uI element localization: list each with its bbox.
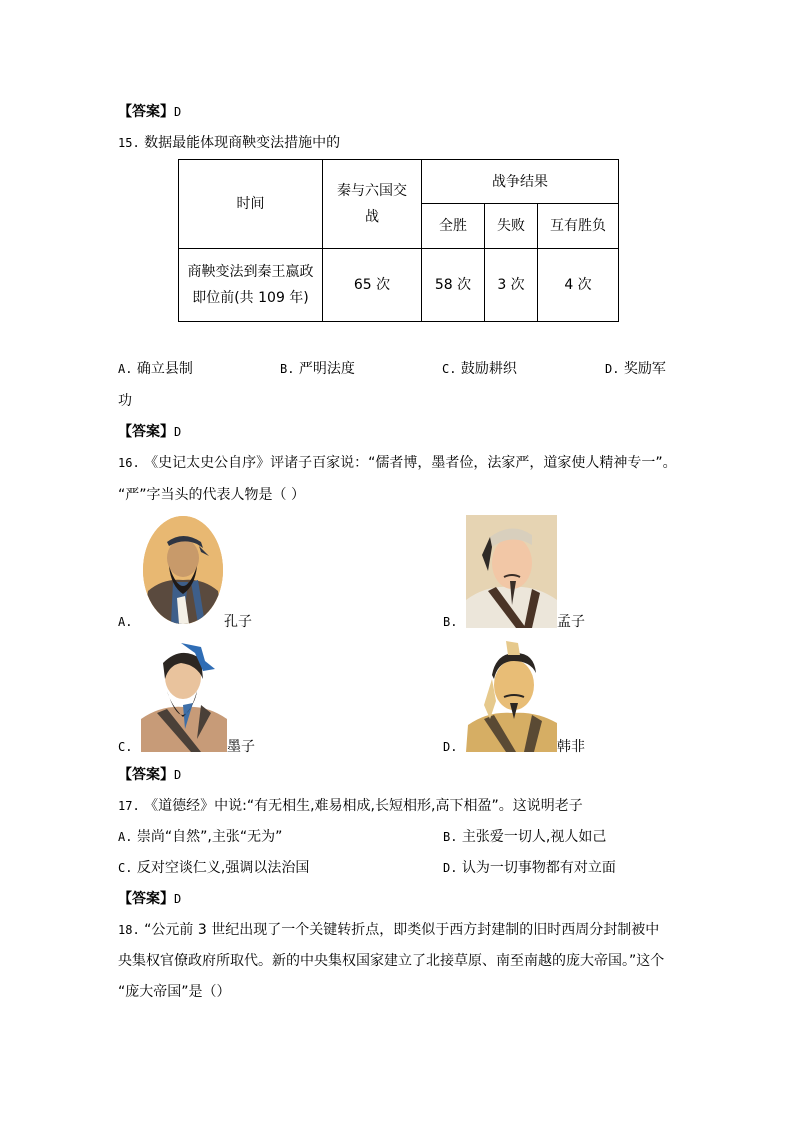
question-number: 15. bbox=[118, 136, 140, 150]
q16-option-a-text[interactable]: 孔子 bbox=[224, 614, 252, 630]
cell-mixed: 4 次 bbox=[538, 249, 619, 322]
hanfei-portrait bbox=[466, 639, 557, 752]
q17-answer: 【答案】D bbox=[118, 891, 182, 907]
q16-option-d-letter[interactable]: D. bbox=[443, 740, 458, 754]
header-time: 时间 bbox=[179, 160, 323, 249]
cell-period: 商鞅变法到秦王嬴政 即位前(共 109 年) bbox=[179, 249, 323, 322]
answer-value: D bbox=[174, 105, 182, 119]
q16-option-b-text[interactable]: 孟子 bbox=[557, 614, 585, 630]
q16-option-d-text[interactable]: 韩非 bbox=[557, 739, 585, 755]
table-row bbox=[179, 249, 619, 322]
q15-option-d-wrap: 功 bbox=[118, 393, 132, 409]
q15-option-d[interactable]: D. 奖励军 bbox=[605, 361, 666, 377]
mozi-portrait bbox=[141, 639, 227, 752]
q17-option-b[interactable]: B. 主张爱一切人,视人如己 bbox=[443, 829, 607, 845]
q15-stem bbox=[118, 133, 340, 153]
q15-option-c[interactable]: C. 鼓励耕织 bbox=[442, 361, 517, 377]
q15-option-a[interactable]: A. 确立县制 bbox=[118, 361, 193, 377]
header-win: 全胜 bbox=[422, 204, 485, 249]
q15-data-table bbox=[178, 159, 619, 322]
answer-label: 【答案】 bbox=[118, 104, 174, 120]
q17-option-d[interactable]: D. 认为一切事物都有对立面 bbox=[443, 860, 616, 876]
cell-win: 58 次 bbox=[422, 249, 485, 322]
q17-stem: 17. 《道德经》中说:“有无相生,难易相成,长短相形,高下相盈”。这说明老子 bbox=[118, 798, 583, 814]
question-text: 数据最能体现商鞅变法措施中的 bbox=[144, 135, 341, 151]
q16-option-a-letter[interactable]: A. bbox=[118, 615, 133, 629]
cell-battles: 65 次 bbox=[323, 249, 422, 322]
cell-loss: 3 次 bbox=[485, 249, 538, 322]
q16-option-c-text[interactable]: 墨子 bbox=[227, 739, 255, 755]
mencius-portrait bbox=[466, 515, 557, 628]
q14-answer bbox=[118, 102, 181, 122]
q16-option-c-letter[interactable]: C. bbox=[118, 740, 133, 754]
header-mixed: 互有胜负 bbox=[538, 204, 619, 249]
q18-stem-line1: 18. “公元前 3 世纪出现了一个关键转折点，即类似于西方封建制的旧时西周分封制被中 bbox=[118, 922, 660, 938]
q16-stem-line1: 16. 《史记太史公自序》评诸子百家说：“儒者博，墨者俭，法家严，道家使人精神专一”。 bbox=[118, 455, 677, 471]
confucius-portrait bbox=[143, 516, 223, 624]
header-results-group: 战争结果 bbox=[422, 160, 619, 204]
q17-option-a[interactable]: A. 崇尚“自然”,主张“无为” bbox=[118, 829, 283, 845]
q15-answer: 【答案】D bbox=[118, 424, 182, 440]
q15-option-b[interactable]: B. 严明法度 bbox=[280, 361, 355, 377]
q16-option-b-letter[interactable]: B. bbox=[443, 615, 458, 629]
q16-answer: 【答案】D bbox=[118, 767, 182, 783]
q18-stem-line2: 央集权官僚政府所取代。新的中央集权国家建立了北接草原、南至南越的庞大帝国。”这个 bbox=[118, 953, 665, 969]
q17-option-c[interactable]: C. 反对空谈仁义,强调以法治国 bbox=[118, 860, 310, 876]
q16-stem-line2: “严”字当头的代表人物是（ ） bbox=[118, 487, 305, 503]
q18-stem-line3: “庞大帝国”是（） bbox=[118, 984, 231, 1000]
header-battles: 秦与六国交 战 bbox=[323, 160, 422, 249]
header-loss: 失败 bbox=[485, 204, 538, 249]
